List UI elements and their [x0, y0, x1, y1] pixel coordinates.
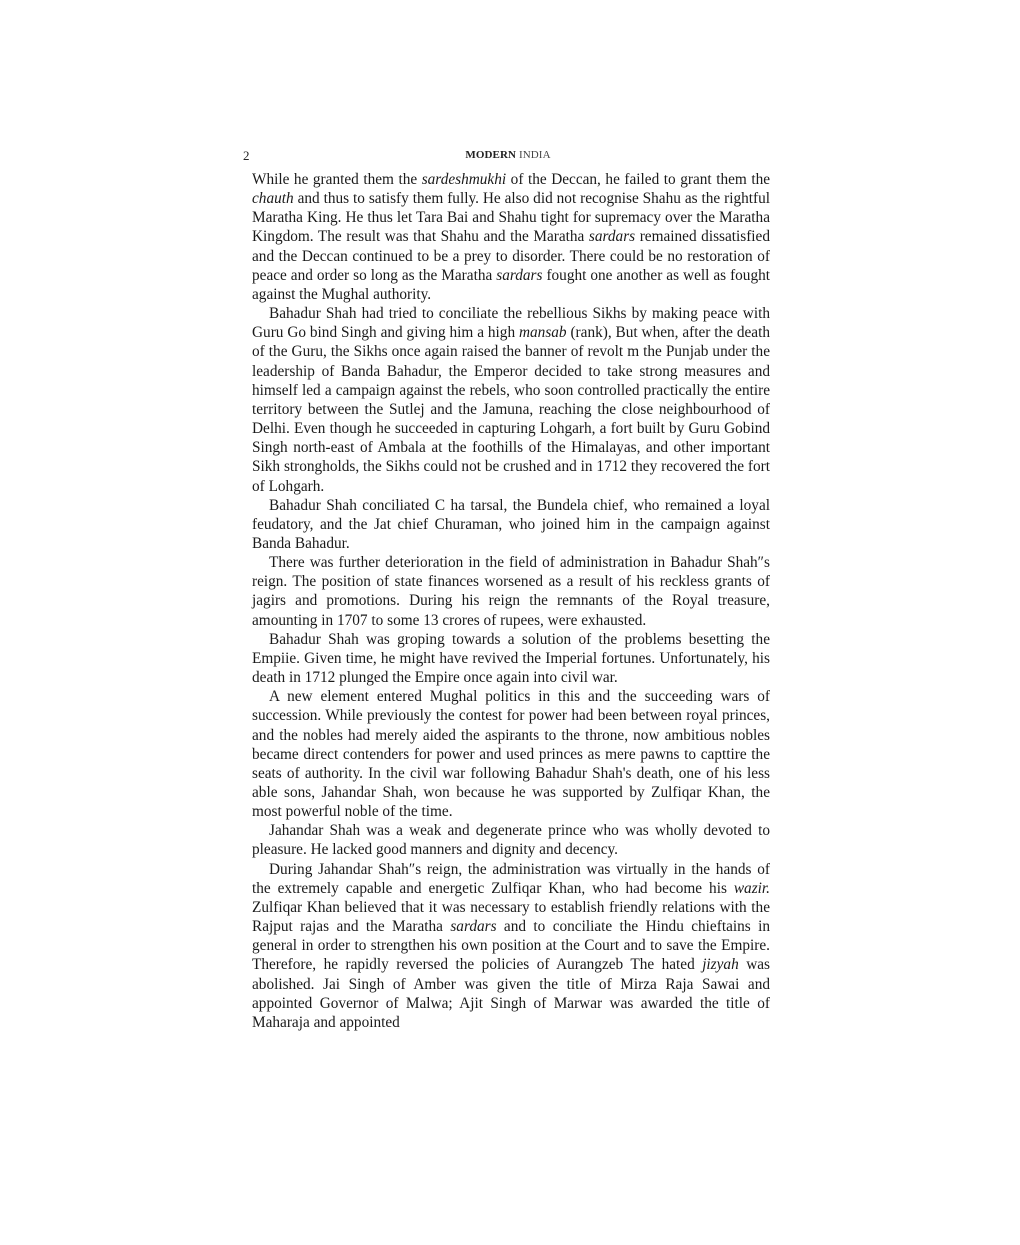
paragraph — [252, 821, 770, 859]
text-run: Jahandar Shah was a weak and degenerate prince who was wholly devoted to pleasure. He lacked good manners and dignity and decency. — [252, 822, 770, 859]
text-run: and thus to satisfy them fully. He also did not recognise Shahu as the rightful Maratha King. He thus let Tara Bai and Shahu tight for supremacy over the Maratha Kingdom. The result was that Shahu and the Maratha — [252, 190, 770, 246]
paragraph — [252, 687, 770, 821]
italic-term: sardars — [496, 266, 543, 284]
italic-term: sardars — [588, 228, 636, 246]
page-number: 2 — [243, 148, 250, 163]
italic-term: sardeshmukhi — [421, 171, 507, 188]
text-run: (rank), But when, after the death of the Guru, the Sikhs once again raised the banner of revolt m the Punjab under the leadership of Banda Bahadur, the Emperor decided to take strong measures and himself led a campaign against the rebels, who soon controlled practically the entire territory between the Sutlej and the Jamuna, reaching the close neighbourhood of Delhi. Even though he succeeded in capturing Lohgarh, a fort built by Guru Gobind Singh north-east of Ambala at the foothills of the Himalayas, and other important Sikh strongholds, the Sikhs could not be crushed and in 1712 they recovered the fort of Lohgarh. — [252, 324, 770, 495]
text-run: Bahadur Shah was groping towards a solution of the problems besetting the Empiie. Given time, he might have revived the Imperial fortunes. Unfortunately, his death in 1712 plunged the Empire once again into civil war. — [252, 630, 770, 687]
paragraph — [252, 553, 770, 630]
paragraph — [252, 860, 770, 1032]
running-title-light: INDIA — [518, 149, 551, 161]
text-run: There was further deterioration in the field of administration in Bahadur Shah″s reign. The position of state finances worsened as a result of his reckless grants of jagirs and promotions. During his reign the remnants of the Royal treasure, amounting in 1707 to some 13 crores of rupees, were exhausted. — [252, 554, 770, 629]
text-run: A new element entered Mughal politics in this and the succeeding wars of succession. While previously the contest for power had been between royal princes, and the nobles had merely aided the aspirants to the throne, now ambitious nobles became direct contenders for power and used princes as mere pawns to capttire the seats of authority. In the civil war following Bahadur Shah's death, one of his less able sons, Jahandar Shah, won because he was supported by Zulfiqar Khan, the most powerful noble of the time. — [252, 688, 770, 821]
italic-term: jizyah — [702, 956, 739, 974]
text-run: While he granted them the — [252, 171, 422, 188]
text-run: During Jahandar Shah″s reign, the administration was virtually in the hands of the extremely capable and energetic Zulfiqar Khan, who had become his — [252, 860, 770, 897]
text-run: remained dissatisfied and the Deccan continued to be a prey to disorder. There could be no restoration of peace and order so long as the Maratha — [252, 228, 770, 284]
paragraph — [252, 630, 770, 687]
italic-term: chauth — [252, 190, 294, 208]
text-run: Zulfiqar Khan believed that it was necessary to establish friendly relations with the Rajput rajas and the Maratha — [252, 898, 770, 936]
text-run: Bahadur Shah conciliated C ha tarsal, the Bundela chief, who remained a loyal feudatory, and the Jat chief Churaman, who joined him in the campaign against Banda Bahadur. — [252, 496, 770, 552]
running-title — [243, 149, 773, 161]
text-run: fought one another as well as fought against the Mughal authority. — [252, 266, 771, 303]
text-run: and to conciliate the Hindu chieftains in general in order to strengthen his own position at the Court and to save the Empire. Therefore, he rapidly reversed the policies of Aurangzeb The hated — [252, 918, 770, 974]
italic-term: sardars — [450, 918, 497, 936]
body-text — [252, 170, 770, 1032]
italic-term: wazir. — [733, 879, 770, 897]
page-header — [243, 148, 773, 164]
running-title-bold: MODERN — [465, 149, 517, 161]
italic-term: mansab — [518, 324, 567, 342]
text-run: of the Deccan, he failed to grant them the — [506, 171, 771, 188]
paragraph — [252, 304, 770, 496]
text-run: Bahadur Shah had tried to conciliate the rebellious Sikhs by making peace with Guru Go bind Singh and giving him a high — [252, 305, 770, 342]
paragraph — [252, 170, 770, 304]
text-run: was abolished. Jai Singh of Amber was given the title of Mirza Raja Sawai and appointed Governor of Malwa; Ajit Singh of Marwar was awarded the title of Maharaja and appointed — [252, 956, 770, 1031]
paragraph — [252, 496, 770, 553]
